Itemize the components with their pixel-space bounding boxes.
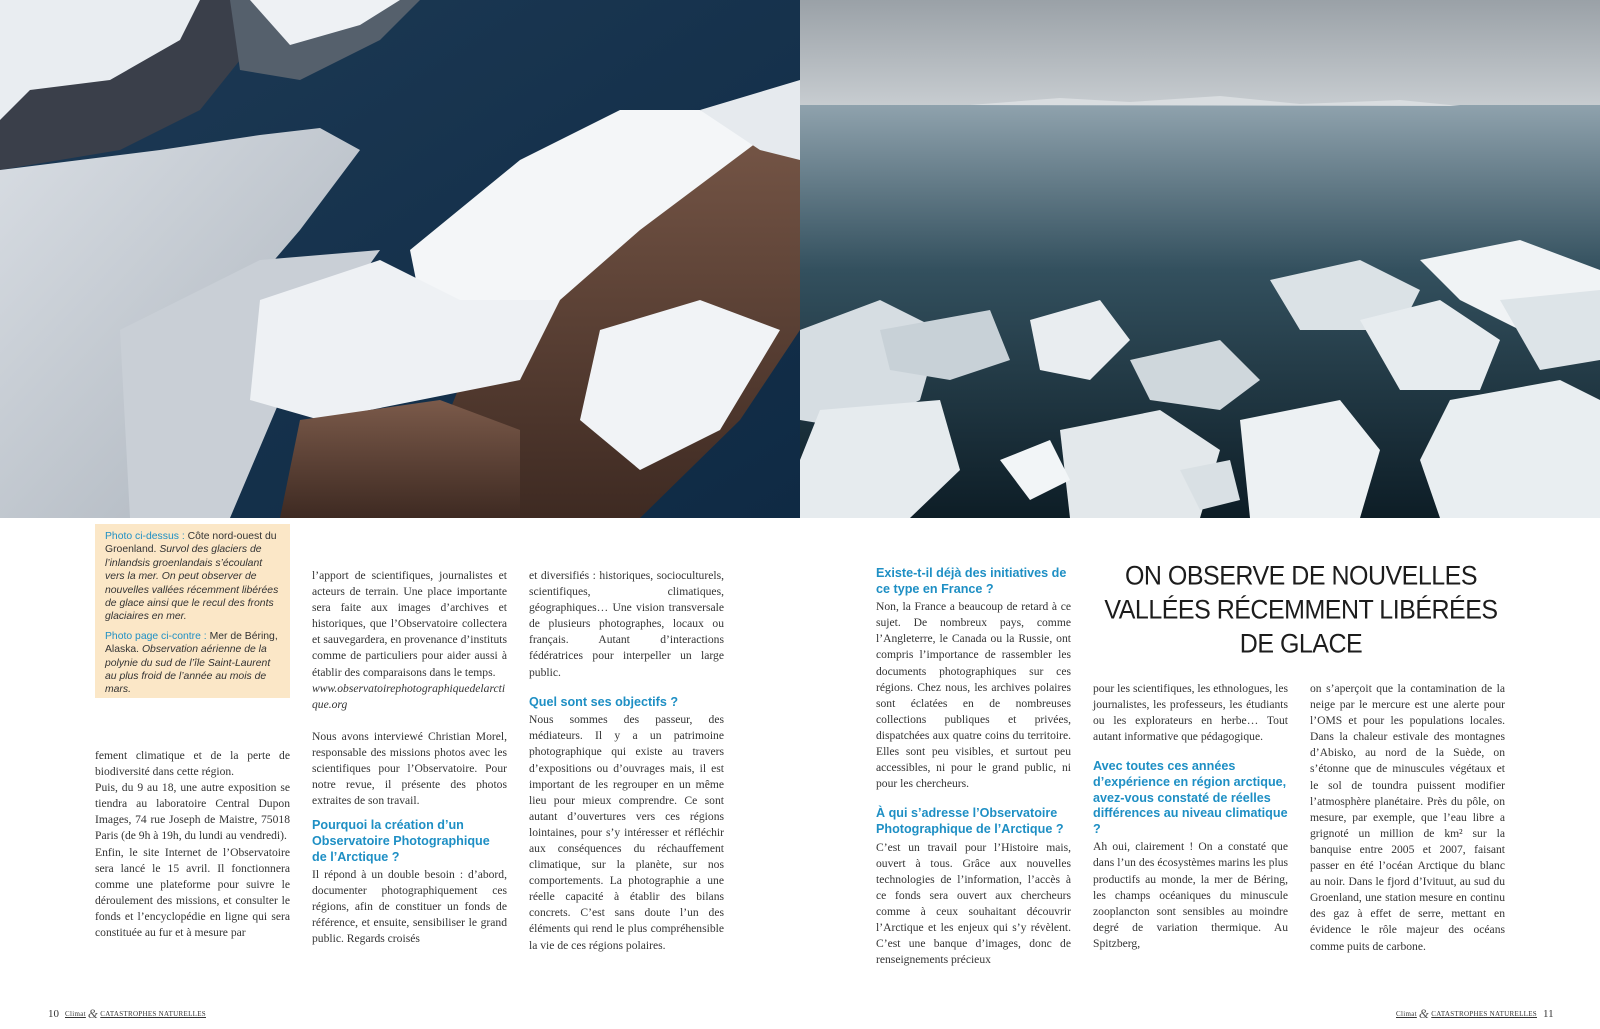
- footer-left: [48, 1006, 206, 1022]
- col5-paragraph-2: Ah oui, clairement ! On a constaté que dans l’un des écosystèmes marins les plus productifs au monde, la mer de Béring, les champs océaniques du minuscule zooplancton sont sensibles au moindre degré de variation thermique. Au Spitzberg,: [1093, 840, 1288, 950]
- brand-word-catastrophes: CATASTROPHES NATURELLES: [100, 1010, 206, 1018]
- magazine-brand-right: [1396, 1006, 1537, 1022]
- col3-paragraph-1: et diversifiés : historiques, socioculturels, scientifiques, climatiques, géographiques… Une vision transversale de plusieurs photographes, locaux ou français. Autant d’interactions fédératrices pour interpeller un large public.: [529, 569, 724, 679]
- col4-paragraph-1: Non, la France a beaucoup de retard à ce sujet. De nombreux pays, comme l’Angleterre, le Canada ou la Russie, ont compris l’importance de rassembler les documents photographiques sur ces régions. Chez nous, les archives polaires sont éclatées en de nombreuses collections publiques et privées, dispatchées aux quatre coins du territoire. Elles sont peu visibles, et surtout peu accessibles, ni pour le grand public, ni pour les chercheurs.: [876, 600, 1071, 791]
- brand-word-climat: Climat: [65, 1010, 86, 1018]
- question-pourquoi: Pourquoi la création d’un Observatoire Photographique de l’Arctique ?: [312, 818, 490, 864]
- photo-greenland-glaciers: [0, 0, 800, 518]
- caption-above-label: Photo ci-dessus :: [105, 531, 185, 542]
- pull-quote-headline: ON OBSERVE DE NOUVELLES VALLÉES RÉCEMMENT LIBÉRÉES DE GLACE: [1104, 561, 1498, 659]
- col2-paragraph-2: Nous avons interviewé Christian Morel, responsable des missions photos avec les scientifiques pour l’Observatoire. Pour notre revue, il présente des photos extraites de son travail.: [312, 729, 507, 808]
- col1-paragraph-3: Enfin, le site Internet de l’Observatoire sera lancé le 15 avril. Il fonctionnera comme une plateforme pour suivre le déroulement des missions, et consulter le fonds et l’encyclopédie en ligne qui sera constituée au fur et à mesure par: [95, 845, 290, 940]
- col3-paragraph-2: Nous sommes des passeur, des médiateurs. Il y a un patrimoine photographique qui existe au travers d’expositions ou d’ouvrages mais, il est important de les regrouper en un même lieu pour mieux comprendre. Ce sont autant d’ouvertures vers ces régions lointaines, pour s’y intéresser et réfléchir aux conséquences du réchauffement climatique, sur la planète, sur nos comportements. La photographie a une réelle capacité à établir des bilans concrets. C’est sans doute l’un des éléments qui rend le plus compréhensible la vie de ces régions polaires.: [529, 713, 724, 952]
- brand-ampersand: &: [1418, 1006, 1430, 1021]
- sea-ice-aerial-image: [800, 0, 1600, 518]
- question-initiatives-france: Existe-t-il déjà des initiatives de ce type en France ?: [876, 566, 1067, 596]
- brand-ampersand: &: [87, 1006, 99, 1021]
- footer-right: [1396, 1006, 1554, 1022]
- col1-paragraph-2: Puis, du 9 au 18, une autre exposition se tiendra au laboratoire Central Dupon Images, 74 rue Joseph de Maistre, 75018 Paris (de 9h à 19h, du lundi au vendredi).: [95, 781, 290, 843]
- text-column-2: [312, 568, 507, 948]
- question-objectifs: Quel sont ses objectifs ?: [529, 694, 679, 709]
- col6-paragraph-1: on s’aperçoit que la contamination de la neige par le mercure est une alerte pour l’OMS et pour les populations locales. Dans la chaleur estivale des montagnes d’Abisko, au nord de la Suède, on s’étonne que de minuscules végétaux et le sol de toundra puissent modifier l’atmosphère planétaire. Près du pôle, on mesure, par exemple, que l’eau libre a grignoté un million de km² sur la banquise entre 2005 et 2007, faisant passer en été l’océan Arctique du blanc au noir. Dans le fjord d’Ivituut, au sud du Groenland, une station mesure en continu des gaz à effet de serre, mettant en évidence le rôle majeur des océans comme puits de carbone.: [1310, 682, 1505, 953]
- caption-above-place: Côte nord-ouest du Groenland.: [105, 531, 277, 556]
- text-column-3: [529, 568, 724, 954]
- col1-paragraph-1: fement climatique et de la perte de biodiversité dans cette région.: [95, 749, 290, 779]
- caption-opposite-place: Mer de Béring, Alaska.: [105, 630, 278, 656]
- col4-paragraph-2: C’est un travail pour l’Histoire mais, ouvert à tous. Grâce aux nouvelles technologies de l’information, l’accès à ce fonds sera ouvert aux chercheurs comme à ceux souhaitant découvrir l’Arctique et les enjeux qui s’y révèlent. C’est une banque d’images, donc de renseignements précieux: [876, 840, 1071, 967]
- page-number-right: 11: [1543, 1008, 1554, 1020]
- text-column-5: [1093, 681, 1288, 952]
- brand-word-climat: Climat: [1396, 1010, 1417, 1018]
- photo-caption-box: [95, 524, 290, 698]
- caption-above-text: Survol des glaciers de l’inlandsis groenlandais s’écoulant vers la mer. On peut observer de nouvelles vallées récemment libérées de glace ainsi que le recul des fronts glaciaires en mer.: [105, 544, 279, 623]
- glacier-aerial-image: [0, 0, 800, 518]
- col5-paragraph-1: pour les scientifiques, les ethnologues, les journalistes, les professeurs, les étudiants ou les explorateurs en herbe… Tout autant informative que pédagogique.: [1093, 682, 1288, 744]
- brand-word-catastrophes: CATASTROPHES NATURELLES: [1431, 1010, 1537, 1018]
- magazine-brand-left: [65, 1006, 206, 1022]
- text-column-4: [876, 566, 1071, 968]
- caption-opposite-text: Observation aérienne de la polynie du sud de l’île Saint-Laurent au plus froid de l’année au mois de mars.: [105, 644, 271, 696]
- question-a-qui: À qui s’adresse l’Observatoire Photographique de l’Arctique ?: [876, 806, 1064, 836]
- caption-above: [105, 530, 282, 624]
- caption-opposite: [105, 630, 282, 697]
- photo-bering-sea-ice: [800, 0, 1600, 518]
- text-column-6: [1310, 681, 1505, 955]
- question-differences-climatiques: Avec toutes ces années d’expérience en région arctique, avez-vous constaté de réelles différences au niveau climatique ?: [1093, 759, 1288, 836]
- col2-paragraph-3: Il répond à un double besoin : d’abord, documenter photographiquement ces régions, afin de constituer un fonds de référence, et ensuite, sensibiliser le grand public. Regards croisés: [312, 868, 507, 946]
- caption-opposite-label: Photo page ci-contre :: [105, 630, 207, 642]
- text-column-1: [95, 748, 290, 941]
- col2-paragraph-1: l’apport de scientifiques, journalistes et acteurs de terrain. Une place importante sera faite aux images d’archives et historiques, que l’Observatoire collectera et sauvegardera, en provenance d’instituts comme de particuliers pour aider aussi à établir des comparaisons dans le temps.: [312, 569, 507, 679]
- website-link[interactable]: www.observatoirephotographiquedelarctique.org: [312, 681, 506, 711]
- page-number-left: 10: [48, 1008, 59, 1020]
